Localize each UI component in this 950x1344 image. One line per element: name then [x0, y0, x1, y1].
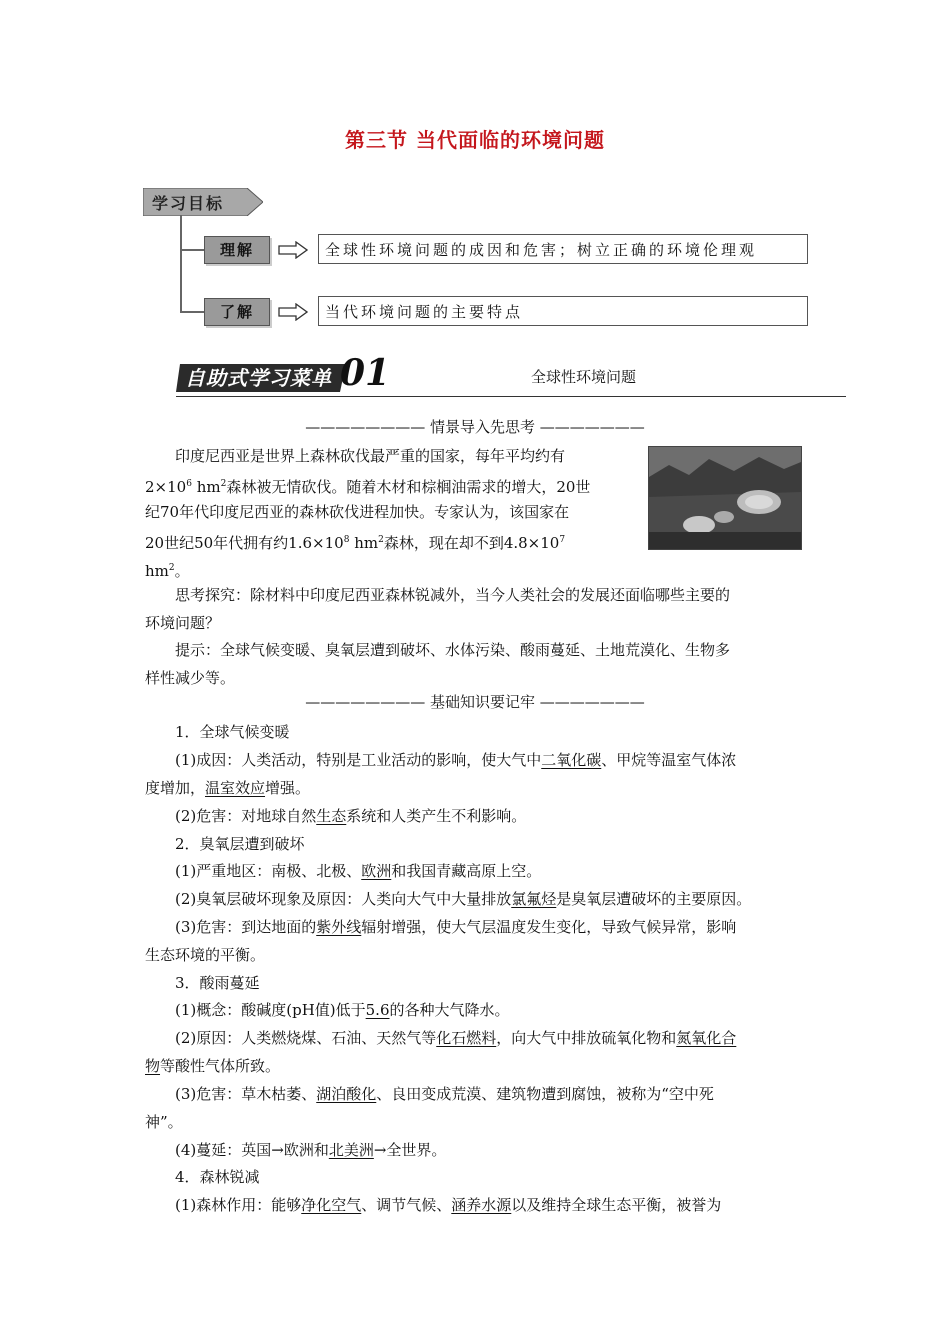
intro-paragraph-line: $hm^2$。	[145, 562, 190, 580]
text-line: (2)臭氧层破坏现象及原因：人类向大气中大量排放氯氟烃是臭氧层遭破坏的主要原因。	[175, 890, 752, 908]
level-badge-know: 了解	[204, 298, 270, 326]
text-line: (3)危害：到达地面的紫外线辐射增强，使大气层温度发生变化，导致气候异常，影响	[175, 918, 737, 936]
arrow-right-icon	[278, 241, 308, 259]
hint-answer: 样性减少等。	[145, 669, 236, 687]
basics-divider: ———————— 基础知识要记牢 ———————	[305, 693, 645, 711]
text-line: (2)危害：对地球自然生态系统和人类产生不利影响。	[175, 807, 527, 825]
page-title: 第三节 当代面临的环境问题	[345, 128, 605, 152]
text-line: (3)危害：草木枯萎、湖泊酸化、良田变成荒漠、建筑物遭到腐蚀，被称为“空中死	[175, 1085, 714, 1103]
level-badge-understand: 理解	[204, 236, 270, 264]
section-topic: 全球性环境问题	[531, 368, 637, 386]
text-line: (2)原因：人类燃烧煤、石油、天然气等化石燃料，向大气中排放硫氧化物和氮氧化合	[175, 1029, 737, 1047]
heading-acid-rain: 3．酸雨蔓延	[175, 974, 260, 992]
heading-forest-loss: 4．森林锐减	[175, 1168, 260, 1186]
objective-text-understand: 全球性环境问题的成因和危害；树立正确的环境伦理观	[318, 234, 808, 264]
objective-text-know: 当代环境问题的主要特点	[318, 296, 808, 326]
heading-ozone: 2．臭氧层遭到破坏	[175, 835, 305, 853]
text-line: 生态环境的平衡。	[145, 946, 266, 964]
objectives-tag-label: 学习目标	[152, 194, 225, 213]
intro-paragraph-line: 20世纪50年代拥有约$1.6\times 10^8$ $hm^2$森林，现在却不到$4.8\times 10^7$	[145, 534, 566, 552]
text-line: (4)蔓延：英国→欧洲和北美洲→全世界。	[175, 1141, 447, 1159]
tree-connector	[180, 311, 204, 313]
tree-connector	[180, 215, 182, 313]
text-line: (1)严重地区：南极、北极、欧洲和我国青藏高原上空。	[175, 862, 542, 880]
section-underline	[176, 396, 846, 397]
hint-answer: 提示：全球气候变暖、臭氧层遭到破坏、水体污染、酸雨蔓延、土地荒漠化、生物多	[175, 641, 731, 659]
intro-paragraph-line: 纪70年代印度尼西亚的森林砍伐进程加快。专家认为，该国家在	[145, 503, 570, 521]
intro-paragraph-line: $2\times 10^6$ $hm^2$森林被无情砍伐。随着木材和棕榈油需求的增大，20世	[145, 478, 591, 496]
section-number: 01	[340, 352, 391, 394]
intro-divider: ———————— 情景导入先思考 ———————	[305, 418, 645, 436]
heading-global-warming: 1．全球气候变暖	[175, 723, 290, 741]
intro-paragraph-line: 印度尼西亚是世界上森林砍伐最严重的国家，每年平均约有	[175, 447, 566, 465]
text-line: 物等酸性气体所致。	[145, 1057, 281, 1075]
section-banner-label: 自助式学习菜单	[185, 366, 332, 390]
text-line: 度增加，温室效应增强。	[145, 779, 311, 797]
arrow-right-icon	[278, 303, 308, 321]
text-line: (1)成因：人类活动，特别是工业活动的影响，使大气中二氧化碳、甲烷等温室气体浓	[175, 751, 737, 769]
text-line: (1)森林作用：能够净化空气、调节气候、涵养水源以及维持全球生态平衡，被誉为	[175, 1196, 722, 1214]
text-line: (1)概念：酸碱度(pH值)低于5.6的各种大气降水。	[175, 1001, 510, 1019]
deforestation-photo	[648, 446, 802, 550]
tree-connector	[180, 249, 204, 251]
text-line: 神”。	[145, 1113, 183, 1131]
think-question: 环境问题？	[145, 614, 221, 632]
think-question: 思考探究：除材料中印度尼西亚森林锐减外，当今人类社会的发展还面临哪些主要的	[175, 586, 731, 604]
